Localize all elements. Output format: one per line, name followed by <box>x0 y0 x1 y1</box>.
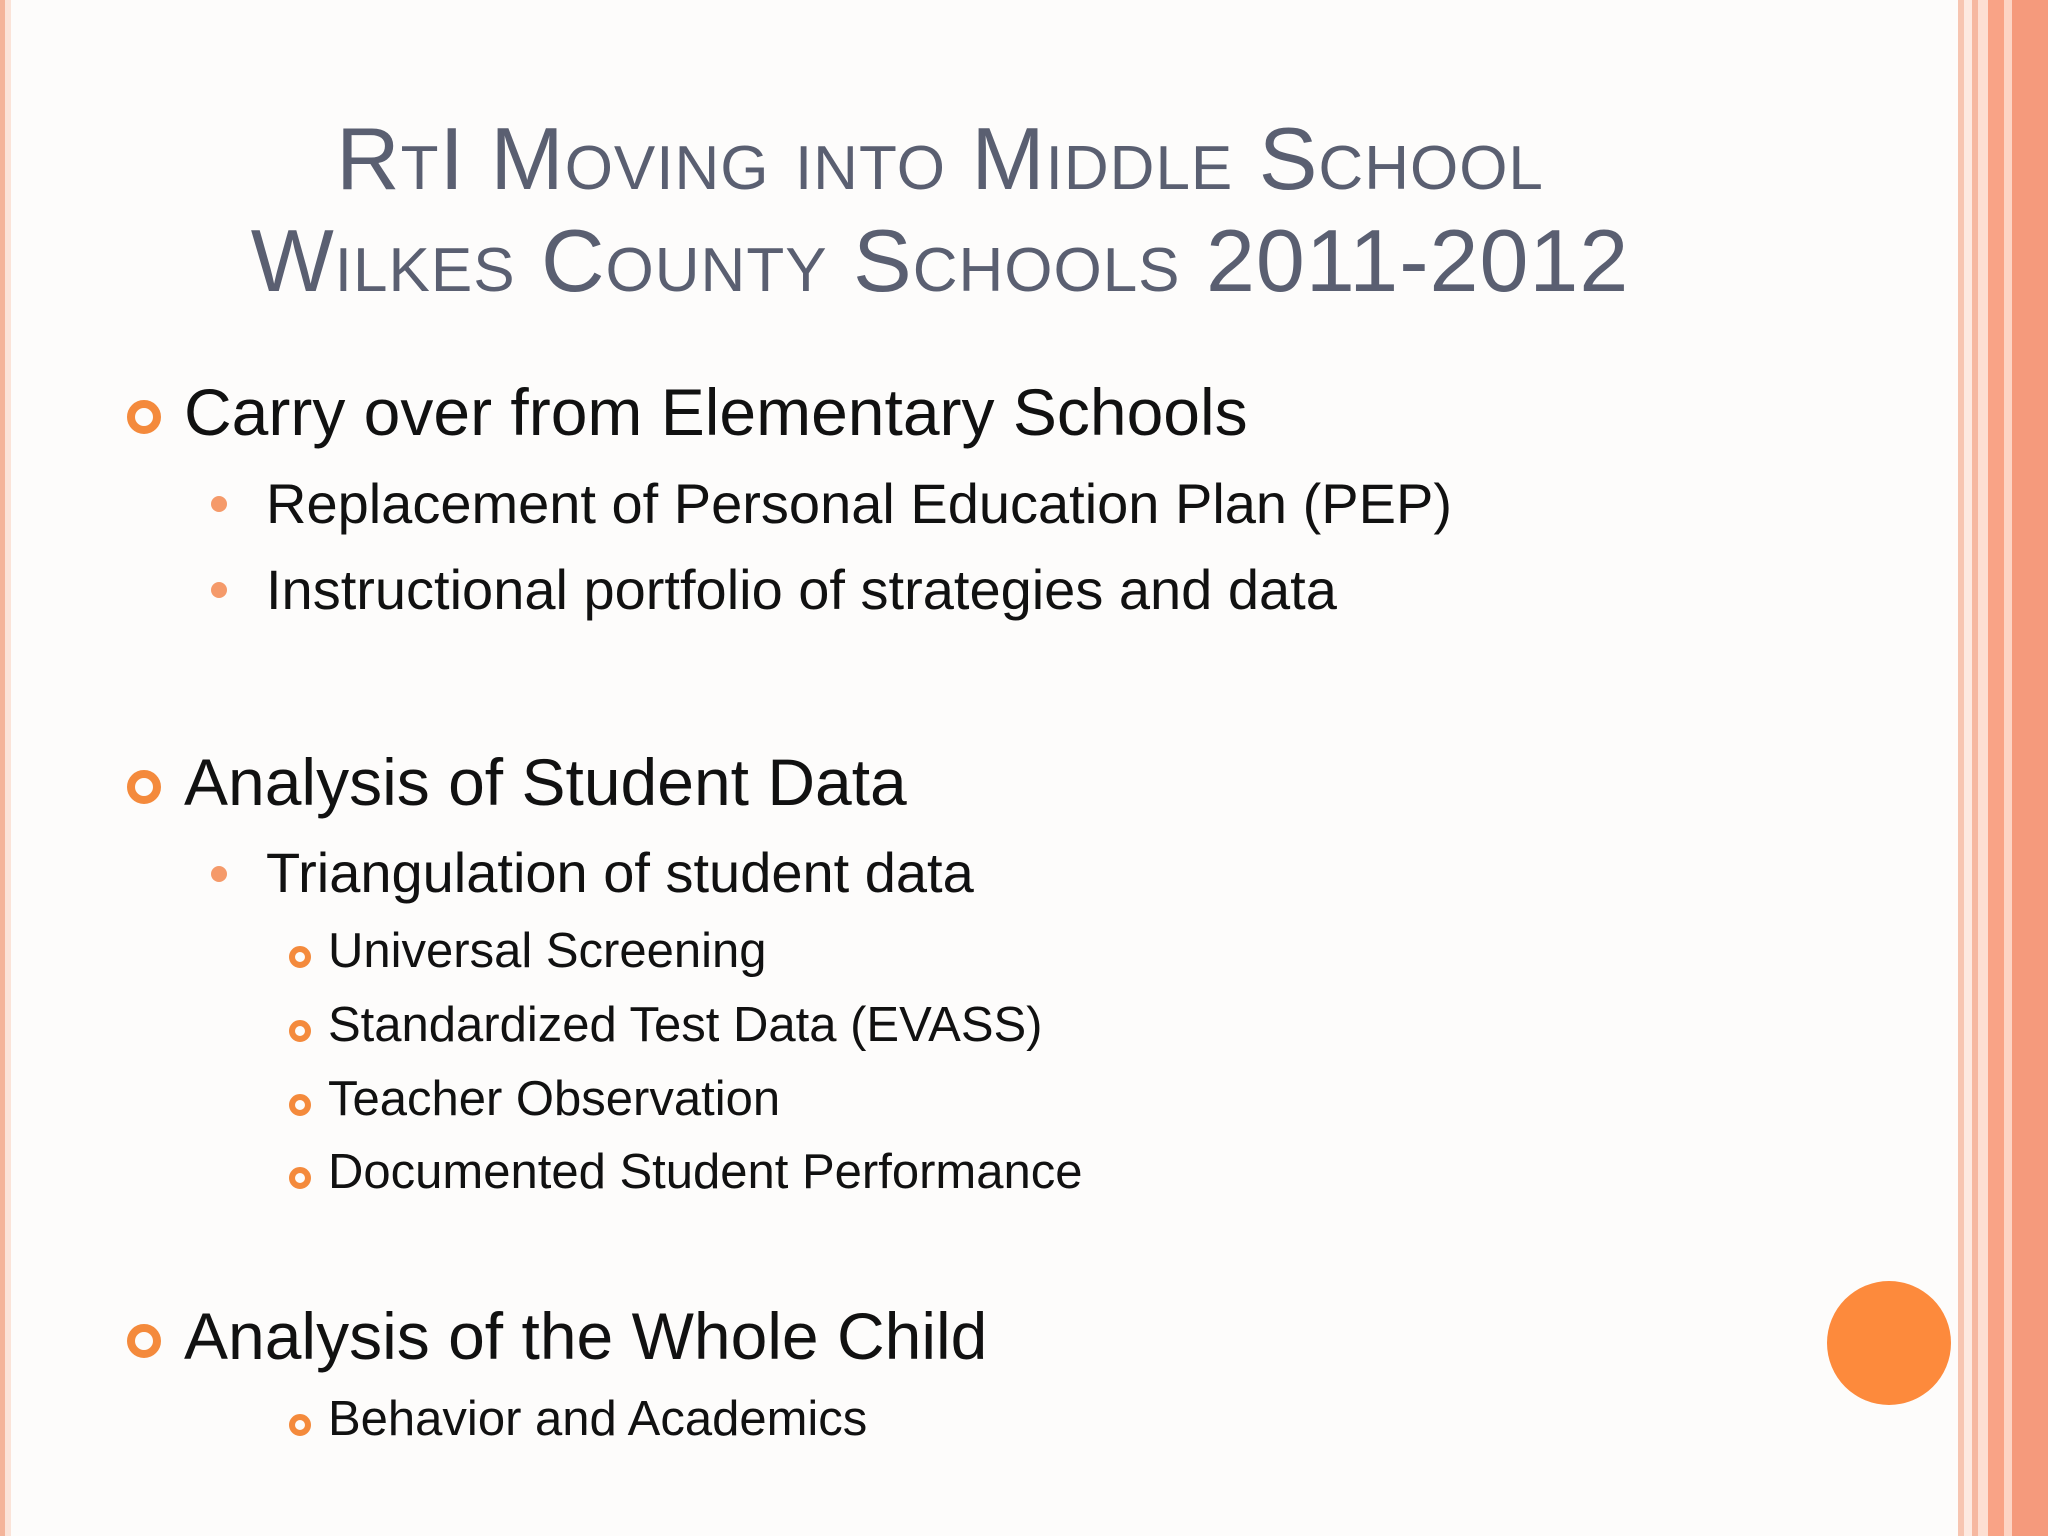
bullet-level1: Carry over from Elementary Schools <box>184 375 1248 449</box>
ring-bullet-small-icon <box>289 1020 311 1042</box>
dot-bullet-icon <box>211 866 227 882</box>
bullet-level1: Analysis of the Whole Child <box>184 1299 988 1373</box>
ring-bullet-icon <box>127 400 161 434</box>
ring-bullet-small-icon <box>289 946 311 968</box>
right-border-stripe <box>2012 0 2048 1536</box>
dot-bullet-icon <box>211 496 227 512</box>
right-border-stripe <box>1964 0 1972 1536</box>
bullet-level2: Replacement of Personal Education Plan (PEP) <box>266 472 1452 535</box>
ring-bullet-small-icon <box>289 1094 311 1116</box>
left-border <box>0 0 16 1536</box>
right-border-stripe <box>1978 0 1988 1536</box>
bullet-level3: Teacher Observation <box>328 1072 781 1126</box>
dot-bullet-icon <box>211 582 227 598</box>
bullet-level1: Analysis of Student Data <box>184 745 907 819</box>
ring-bullet-icon <box>127 1324 161 1358</box>
bullet-level3: Standardized Test Data (EVASS) <box>328 998 1043 1052</box>
ring-bullet-small-icon <box>289 1414 311 1436</box>
bullet-level3: Behavior and Academics <box>328 1392 868 1446</box>
ring-bullet-icon <box>127 770 161 804</box>
title-line-2: Wilkes County Schools 2011-2012 <box>250 211 1630 310</box>
bullet-level2: Triangulation of student data <box>266 841 974 904</box>
ring-bullet-small-icon <box>289 1167 311 1189</box>
bullet-level2: Instructional portfolio of strategies and data <box>266 558 1337 621</box>
slide-title <box>160 108 1720 312</box>
title-line-1: RtI Moving into Middle School <box>336 109 1544 208</box>
bullet-level3: Universal Screening <box>328 924 767 978</box>
right-border-stripe <box>1988 0 2004 1536</box>
bullet-level3: Documented Student Performance <box>328 1145 1083 1199</box>
decorative-orange-circle <box>1827 1281 1951 1405</box>
right-border-stripe <box>2004 0 2012 1536</box>
